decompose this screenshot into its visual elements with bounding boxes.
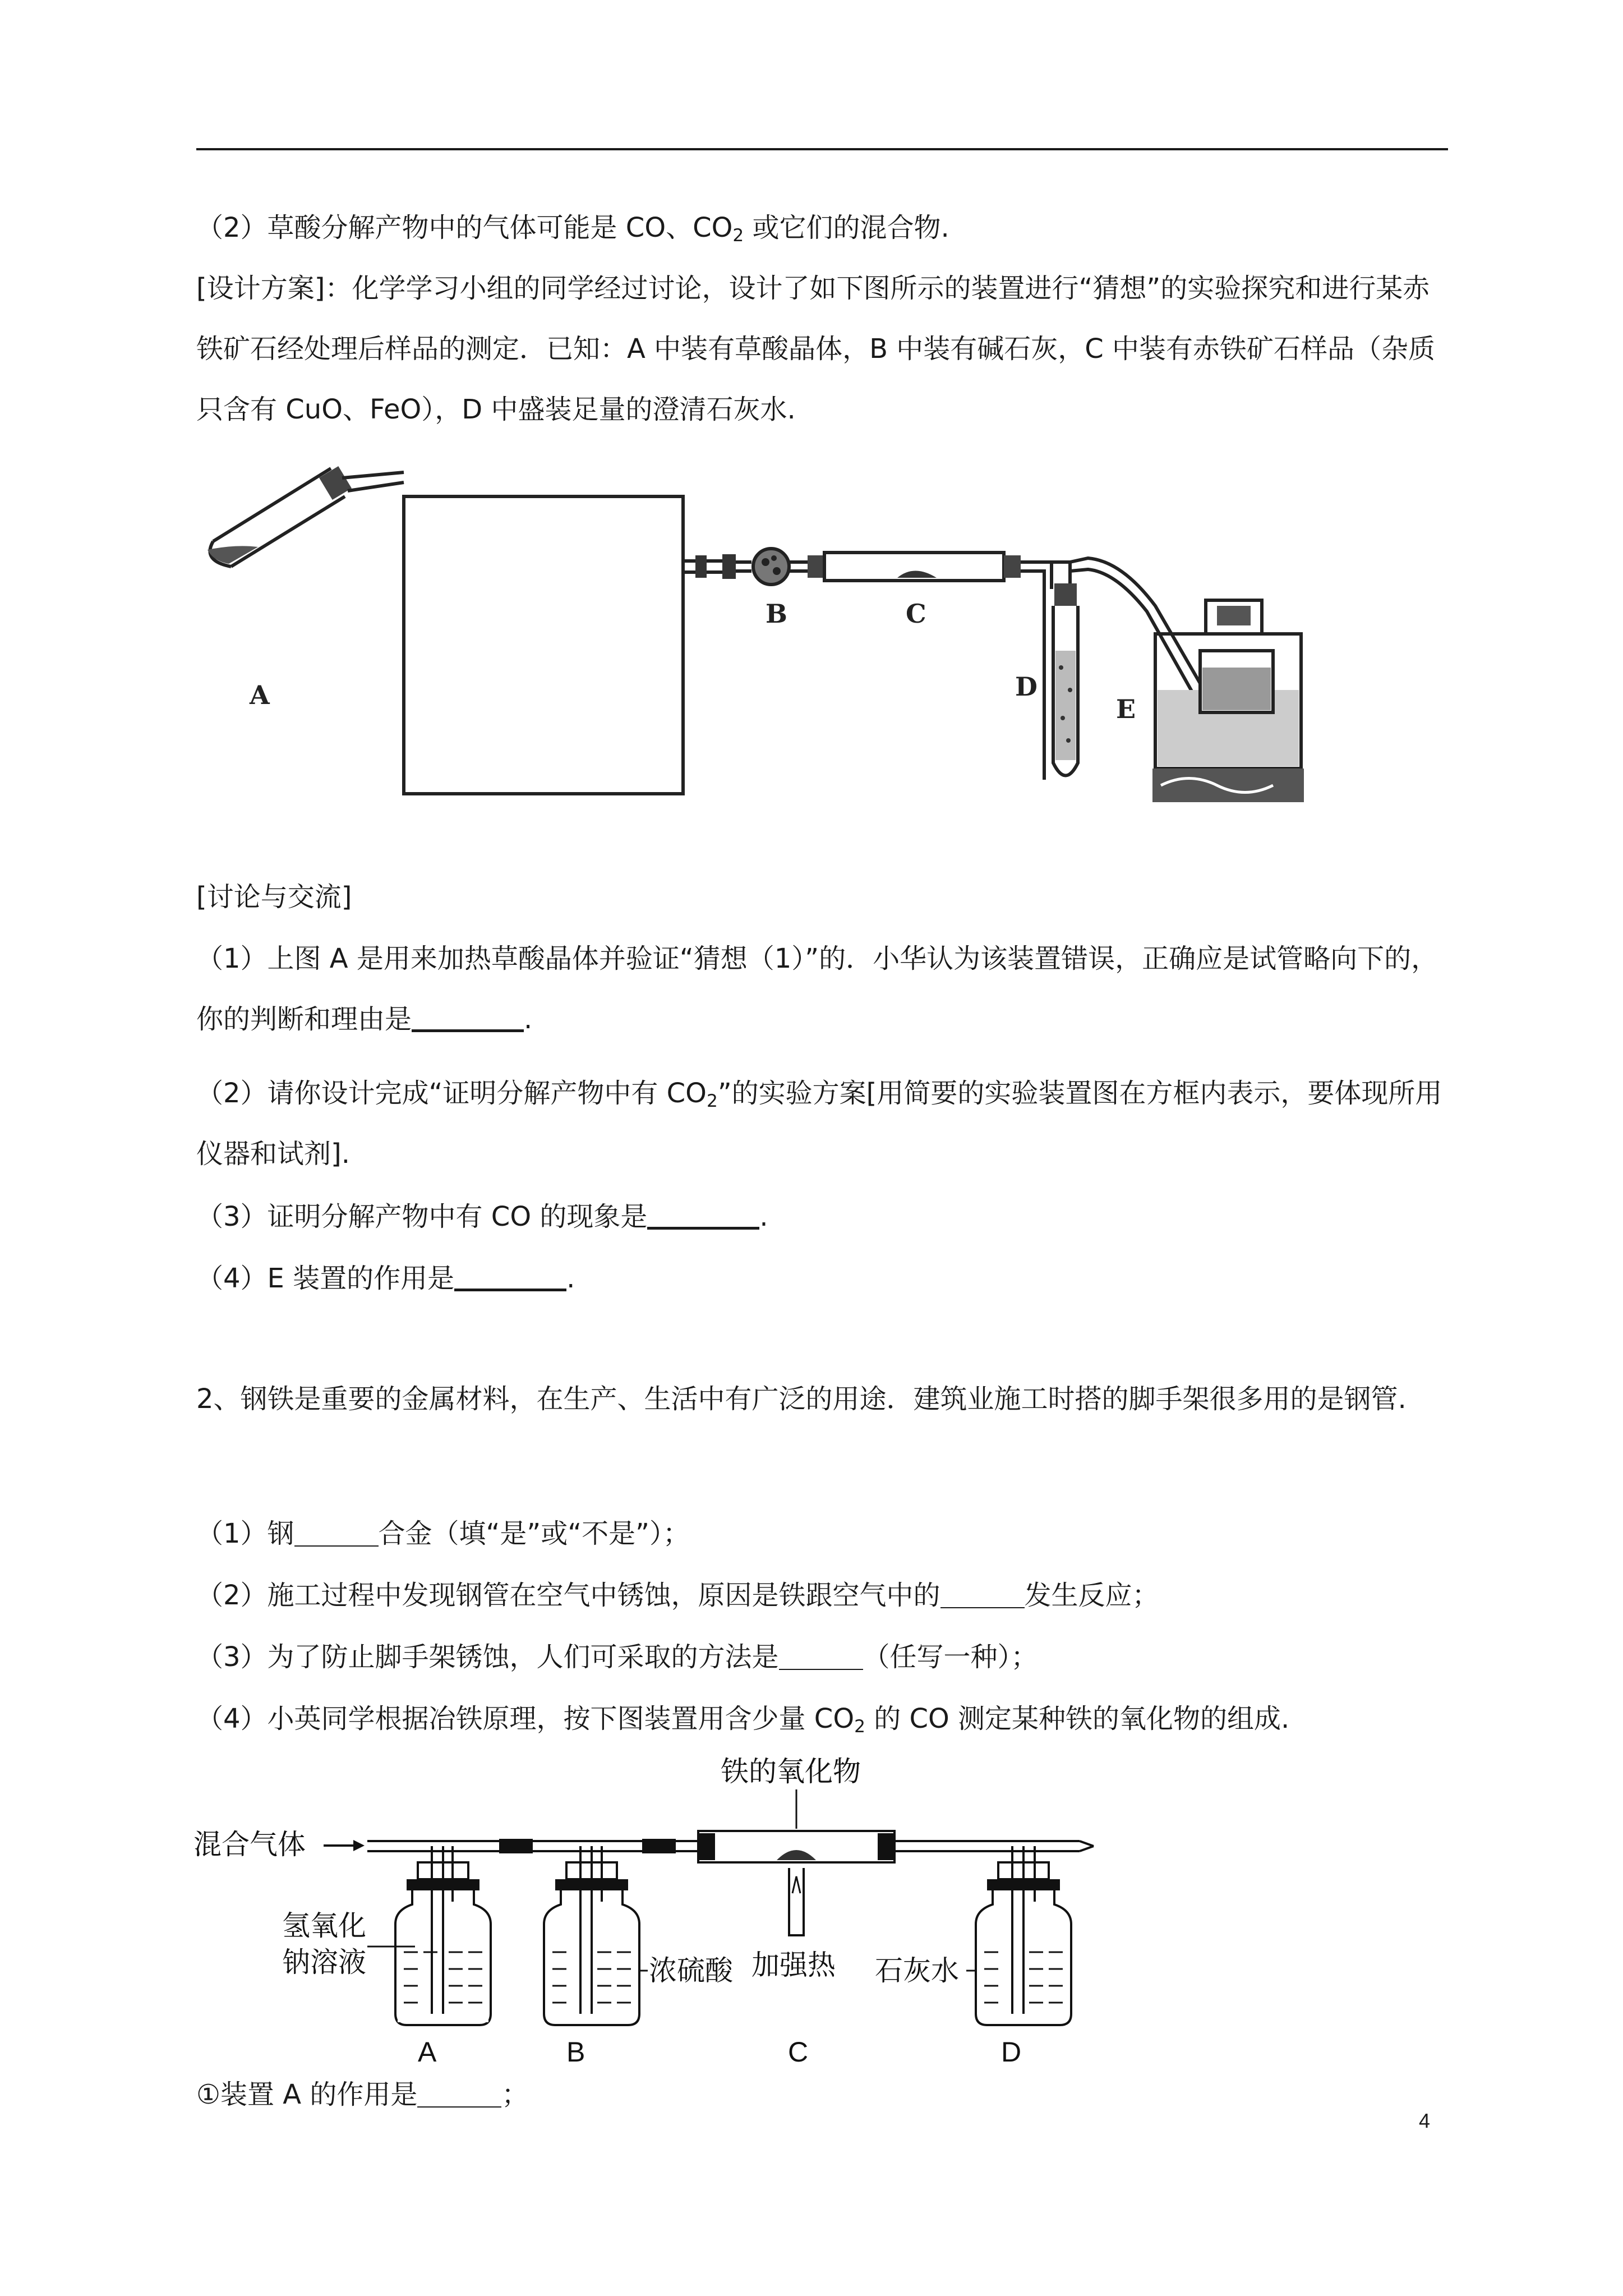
combustion-tube-c: [808, 553, 1021, 581]
bottle-d-letter: D: [1001, 2036, 1022, 2068]
answer-blank-sub1[interactable]: [417, 2079, 501, 2108]
problem2-sub1: ①装置 A 的作用是 ；: [196, 2079, 529, 2110]
answer-blank-q3[interactable]: [647, 1200, 759, 1230]
apparatus-figure-2: [193, 1756, 1158, 2070]
problem2-q3: （3）为了防止脚手架锈蚀，人们可采取的方法是 （任写一种）；: [196, 1641, 1038, 1673]
figure1-label-c: C: [906, 599, 926, 629]
tube-c-letter: C: [788, 2036, 809, 2068]
hypothesis-2: （2）草酸分解产物中的气体可能是 CO、$CO_2$ 或它们的混合物.: [196, 212, 949, 246]
answer-blank-p2q1[interactable]: [294, 1519, 379, 1547]
discussion-q4: （4）E 装置的作用是 .: [196, 1263, 575, 1294]
test-tube-d: [1053, 583, 1078, 776]
figure1-label-d: D: [1015, 671, 1038, 702]
discussion-q2: （2）请你设计完成“证明分解产物中有 $CO_2$”的实验方案[用简要的实验装置图在方框内表示，要体现所用仪器和试剂].: [196, 1078, 1442, 1170]
figure1-label-b: B: [766, 599, 787, 629]
naoh-label-line2: 钠溶液: [282, 1946, 366, 1978]
bottle-d: [976, 1846, 1071, 2025]
bottle-b-letter: B: [566, 2036, 585, 2068]
naoh-label-line1: 氢氧化: [282, 1910, 366, 1942]
answer-blank-q1[interactable]: [412, 1002, 524, 1032]
design-box: [404, 496, 683, 794]
problem2-q1: （1）钢 合金（填“是”或“不是”）；: [196, 1518, 690, 1549]
bottle-a-letter: A: [418, 2036, 437, 2068]
discussion-q3: （3）证明分解产物中有 CO 的现象是 .: [196, 1201, 768, 1232]
discussion-q1: （1）上图 A 是用来加热草酸晶体并验证“猜想（1）”的．小华认为该装置错误，正确应是试管略向下的，你的判断和理由是 .: [196, 943, 1438, 1035]
answer-blank-p2q2[interactable]: [940, 1580, 1025, 1608]
figure1-label-e: E: [1116, 694, 1136, 724]
figure1-label-a: A: [250, 680, 270, 710]
drying-tube-b: [736, 549, 808, 585]
iron-oxide-label: 铁的氧化物: [721, 1755, 861, 1788]
page-number: 4: [1419, 2109, 1431, 2132]
test-tube-a: [208, 466, 404, 567]
bottle-a: [395, 1846, 491, 2025]
reaction-tube-c: [698, 1831, 895, 1935]
sulfuric-acid-label: 浓硫酸: [649, 1954, 733, 1987]
design-plan: [设计方案]：化学学习小组的同学经过讨论，设计了如下图所示的装置进行“猜想”的实验探究和进行某赤铁矿石经处理后样品的测定．已知：A 中装有草酸晶体，B 中装有碱石灰，C 中装有赤铁矿石样品（杂质只含有 CuO、FeO），D 中盛装足量的澄清石灰水.: [196, 273, 1436, 425]
answer-blank-p2q3[interactable]: [779, 1642, 863, 1670]
problem2-q2: （2）施工过程中发现钢管在空气中锈蚀，原因是铁跟空气中的 发生反应；: [196, 1580, 1159, 1611]
mixed-gas-label: 混合气体: [193, 1828, 306, 1861]
beaker-e: [1152, 600, 1304, 802]
problem2-q4: （4）小英同学根据冶铁原理，按下图装置用含少量 $CO_2$ 的 CO 测定某种铁的氧化物的组成.: [196, 1703, 1290, 1737]
discussion-heading: [讨论与交流]: [196, 881, 352, 913]
bottle-b: [544, 1846, 639, 2025]
header-rule: [196, 148, 1448, 150]
limewater-label: 石灰水: [875, 1954, 959, 1987]
answer-blank-q4[interactable]: [454, 1262, 566, 1291]
strong-heat-label: 加强热: [751, 1949, 836, 1981]
apparatus-figure-1: [191, 466, 1312, 825]
problem2-intro: 2、钢铁是重要的金属材料，在生产、生活中有广泛的用途．建筑业施工时搭的脚手架很多用的是钢管.: [196, 1383, 1407, 1415]
